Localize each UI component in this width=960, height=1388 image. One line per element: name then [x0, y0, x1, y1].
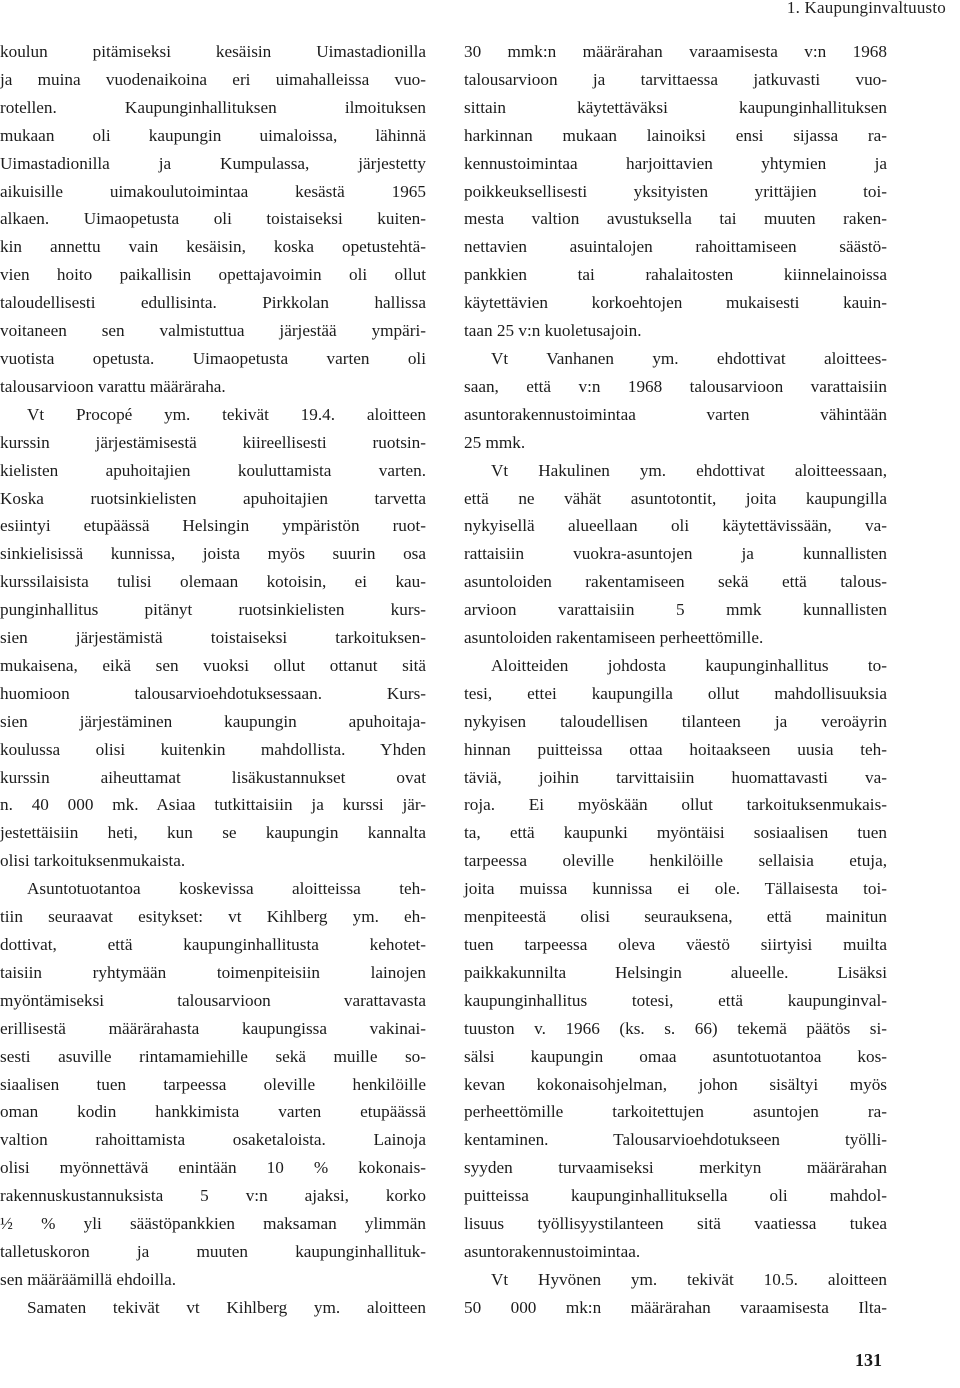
- text-line: mukaisena, eikä sen vuoksi ollut ottanut sitä: [0, 655, 426, 675]
- text-line: Samaten tekivät vt Kihlberg ym. aloitteen: [27, 1297, 426, 1317]
- text-line: Asuntotuotantoa koskevissa aloitteissa teh-: [27, 879, 426, 899]
- text-line: Vt Hyvönen ym. tekivät 10.5. aloitteen: [491, 1269, 887, 1289]
- page-number: 131: [855, 1350, 882, 1370]
- text-line: kaupunginhallitus totesi, että kaupunginval-: [464, 990, 887, 1010]
- text-line: sien järjestäminen kaupungin apuhoitaja-: [0, 711, 426, 731]
- page-header: [0, 0, 960, 20]
- text-line: mukaan oli kaupungin uimaloissa, lähinnä: [0, 125, 426, 145]
- text-line: käytettävien korkoehtojen mukaisesti kauin-: [464, 293, 887, 313]
- text-line: koulun pitämiseksi kesäisin Uimastadionilla: [0, 42, 426, 61]
- text-line: Uimastadionilla ja Kumpulassa, järjestetty: [0, 153, 426, 173]
- text-line: alkaen. Uimaopetusta oli toistaiseksi kuiten-: [0, 209, 426, 229]
- text-line: talletuskoron ja muuten kaupunginhallituk-: [0, 1241, 426, 1261]
- text-line: sien järjestämistä toistaiseksi tarkoituksen-: [0, 628, 426, 648]
- text-line: taloudellisesti edullisinta. Pirkkolan hallissa: [0, 293, 426, 313]
- text-line: ta, että kaupunki myöntäisi sosiaalisen tuen: [464, 823, 887, 843]
- text-line: kevan kokonaisohjelman, johon sisältyi myös: [464, 1074, 887, 1094]
- text-line: arvioon varattaisiin 5 mmk kunnallisten: [464, 600, 887, 620]
- text-line: nykyisen taloudellisen tilanteen ja veroäyrin: [464, 711, 887, 731]
- text-line: kielisten apuhoitajien kouluttamista varten.: [0, 460, 426, 480]
- text-line: hinnan puitteissa ottaa hoitaakseen uusia teh-: [464, 739, 887, 759]
- text-line: asuntoloiden rakentamiseen perheettömille.: [464, 628, 764, 648]
- text-line: saan, että v:n 1968 talousarvioon varattaisiin: [464, 376, 887, 396]
- text-line: tiin seuraavat esitykset: vt Kihlberg ym. eh-: [0, 907, 426, 927]
- running-header-title: 1. Kaupunginvaltuusto: [786, 0, 946, 17]
- text-line: jestettäisiin heti, kun se kaupungin kannalta: [0, 823, 426, 843]
- text-line: vien hoito paikallisin opettajavoimin oli ollut: [0, 265, 426, 285]
- text-line: taan 25 v:n kuoletusajoin.: [464, 321, 642, 341]
- text-line: Aloitteiden johdosta kaupunginhallitus to-: [491, 655, 887, 675]
- text-line: ja muina vuodenaikoina eri uimahalleissa vuo-: [0, 69, 426, 89]
- text-line: joita muissa kunnissa ei ole. Tällaisesta toi-: [464, 879, 887, 899]
- text-line: asuntorakennustoimintaa varten vähintään: [464, 404, 887, 424]
- text-line: vuotista opetusta. Uimaopetusta varten oli: [0, 348, 426, 368]
- text-line: täviä, joihin tarvittaisiin huomattavasti va-: [464, 767, 887, 787]
- text-line: huomioon talousarvioehdotuksessaan. Kurs-: [0, 683, 426, 703]
- text-line: oman kodin hankkimista varten etupäässä: [0, 1102, 426, 1122]
- text-line: kin annettu vain kesäisin, koska opetustehtä-: [0, 237, 426, 257]
- text-line: olisi myönnettävä enintään 10 % kokonais-: [0, 1158, 426, 1178]
- text-line: perheettömille tarkoitettujen asuntojen ra-: [464, 1102, 887, 1122]
- text-line: sinkielisissä kunnissa, joista myös suurin osa: [0, 544, 426, 564]
- text-line: rotellen. Kaupunginhallituksen ilmoituksen: [0, 97, 426, 117]
- text-line: punginhallitus pitänyt ruotsinkielisten kurs-: [0, 600, 426, 620]
- text-line: sälsi kaupungin omaa asuntotuotantoa kos-: [464, 1046, 887, 1066]
- text-line: sesti asuville rintamamiehille sekä muille so-: [0, 1046, 426, 1066]
- text-line: tuuston v. 1966 (ks. s. 66) tekemä päätös si-: [464, 1018, 887, 1038]
- right-text-column: [464, 38, 887, 1322]
- left-text-column: [0, 38, 426, 1322]
- text-line: Koska ruotsinkielisten apuhoitajien tarvetta: [0, 488, 426, 508]
- text-line: tarpeessa oleville henkilöille sellaisia etuja,: [464, 851, 887, 871]
- text-line: roja. Ei myöskään ollut tarkoituksenmukais-: [464, 795, 887, 815]
- text-line: talousarvioon ja tarvittaessa jatkuvasti vuo-: [464, 69, 887, 89]
- text-line: kennustoimintaa harjoittavien yhtymien ja: [464, 153, 887, 173]
- text-line: puitteissa kaupunginhallituksella oli mahdol-: [464, 1186, 887, 1206]
- text-line: valtion rahoittamista osaketaloista. Lainoja: [0, 1130, 426, 1150]
- text-line: sen määräämillä ehdoilla.: [0, 1269, 177, 1289]
- text-line: talousarvioon varattu määräraha.: [0, 376, 226, 396]
- text-line: rattaisiin vuokra-asuntojen ja kunnallisten: [464, 544, 887, 564]
- text-line: Vt Procopé ym. tekivät 19.4. aloitteen: [27, 404, 426, 424]
- text-line: 50 000 mk:n määrärahan varaamisesta Ilta-: [464, 1297, 887, 1317]
- text-line: 30 mmk:n määrärahan varaamisesta v:n 1968: [464, 42, 887, 61]
- text-line: rakennuskustannuksista 5 v:n ajaksi, korko: [0, 1186, 426, 1206]
- text-line: olisi tarkoituksenmukaista.: [0, 851, 186, 871]
- text-line: voitaneen sen valmistuttua järjestää ympäri-: [0, 321, 426, 341]
- text-line: syyden turvaamiseksi merkityn määrärahan: [464, 1158, 887, 1178]
- text-line: harkinnan mukaan lainoiksi ensi sijassa ra-: [464, 125, 887, 145]
- text-line: poikkeuksellisesti yksityisten yrittäjien toi-: [464, 181, 887, 201]
- text-line: kurssin järjestämisestä kiireellisesti ruotsin-: [0, 432, 426, 452]
- text-line: mesta valtion avustuksella tai muuten raken-: [464, 209, 887, 229]
- text-line: taisiin ryhtymään toimenpiteisiin lainojen: [0, 962, 426, 982]
- text-line: menpiteestä olisi seurauksena, että mainitun: [464, 907, 887, 927]
- text-line: kurssin aiheuttamat lisäkustannukset ovat: [0, 767, 426, 787]
- text-line: myöntämiseksi talousarvioon varattavasta: [0, 990, 426, 1010]
- text-line: 25 mmk.: [464, 432, 526, 452]
- text-line: tuen tarpeessa oleva väestö siirtyisi muilta: [464, 935, 887, 954]
- text-line: n. 40 000 mk. Asiaa tutkittaisiin ja kurssi jär-: [0, 795, 426, 815]
- text-line: dottivat, että kaupunginhallitusta kehotet-: [0, 935, 426, 954]
- text-line: aikuisille uimakoulutoimintaa kesästä 1965: [0, 181, 426, 201]
- text-line: kentaminen. Talousarvioehdotukseen työlli-: [464, 1130, 887, 1150]
- text-line: sittain käytettäväksi kaupunginhallituksen: [464, 97, 887, 117]
- text-line: että ne vähät asuntotontit, joita kaupungilla: [464, 488, 887, 508]
- text-line: nykyisellä alueellaan oli käytettävissään, va-: [464, 516, 887, 536]
- text-line: esiintyi etupäässä Helsingin ympäristön ruot-: [0, 516, 426, 536]
- text-line: tesi, ettei kaupungilla ollut mahdollisuuksia: [464, 683, 887, 703]
- text-line: nettavien asuintalojen rahoittamiseen säästö-: [464, 237, 887, 257]
- text-line: Vt Vanhanen ym. ehdottivat aloittees-: [491, 348, 887, 368]
- text-line: ½ % yli säästöpankkien maksaman ylimmän: [0, 1214, 426, 1234]
- text-line: asuntoloiden rakentamiseen sekä että talous-: [464, 572, 887, 592]
- text-line: erillisestä määrärahasta kaupungissa vakinai-: [0, 1018, 426, 1038]
- text-line: pankkien tai rahalaitosten kiinnelainoissa: [464, 265, 887, 285]
- text-line: lisuus työllisyystilanteen sitä vaatiessa tukea: [464, 1214, 887, 1234]
- text-line: siaalisen tuen tarpeessa oleville henkilöille: [0, 1074, 426, 1094]
- text-line: paikkakunnilta Helsingin alueelle. Lisäksi: [464, 962, 887, 982]
- text-line: kurssilaisista tulisi olemaan kotoisin, ei kau-: [0, 572, 426, 592]
- text-line: asuntorakennustoimintaa.: [464, 1241, 641, 1261]
- text-line: Vt Hakulinen ym. ehdottivat aloitteessaan,: [491, 460, 887, 480]
- text-line: koulussa olisi kuitenkin mahdollista. Yhden: [0, 739, 426, 759]
